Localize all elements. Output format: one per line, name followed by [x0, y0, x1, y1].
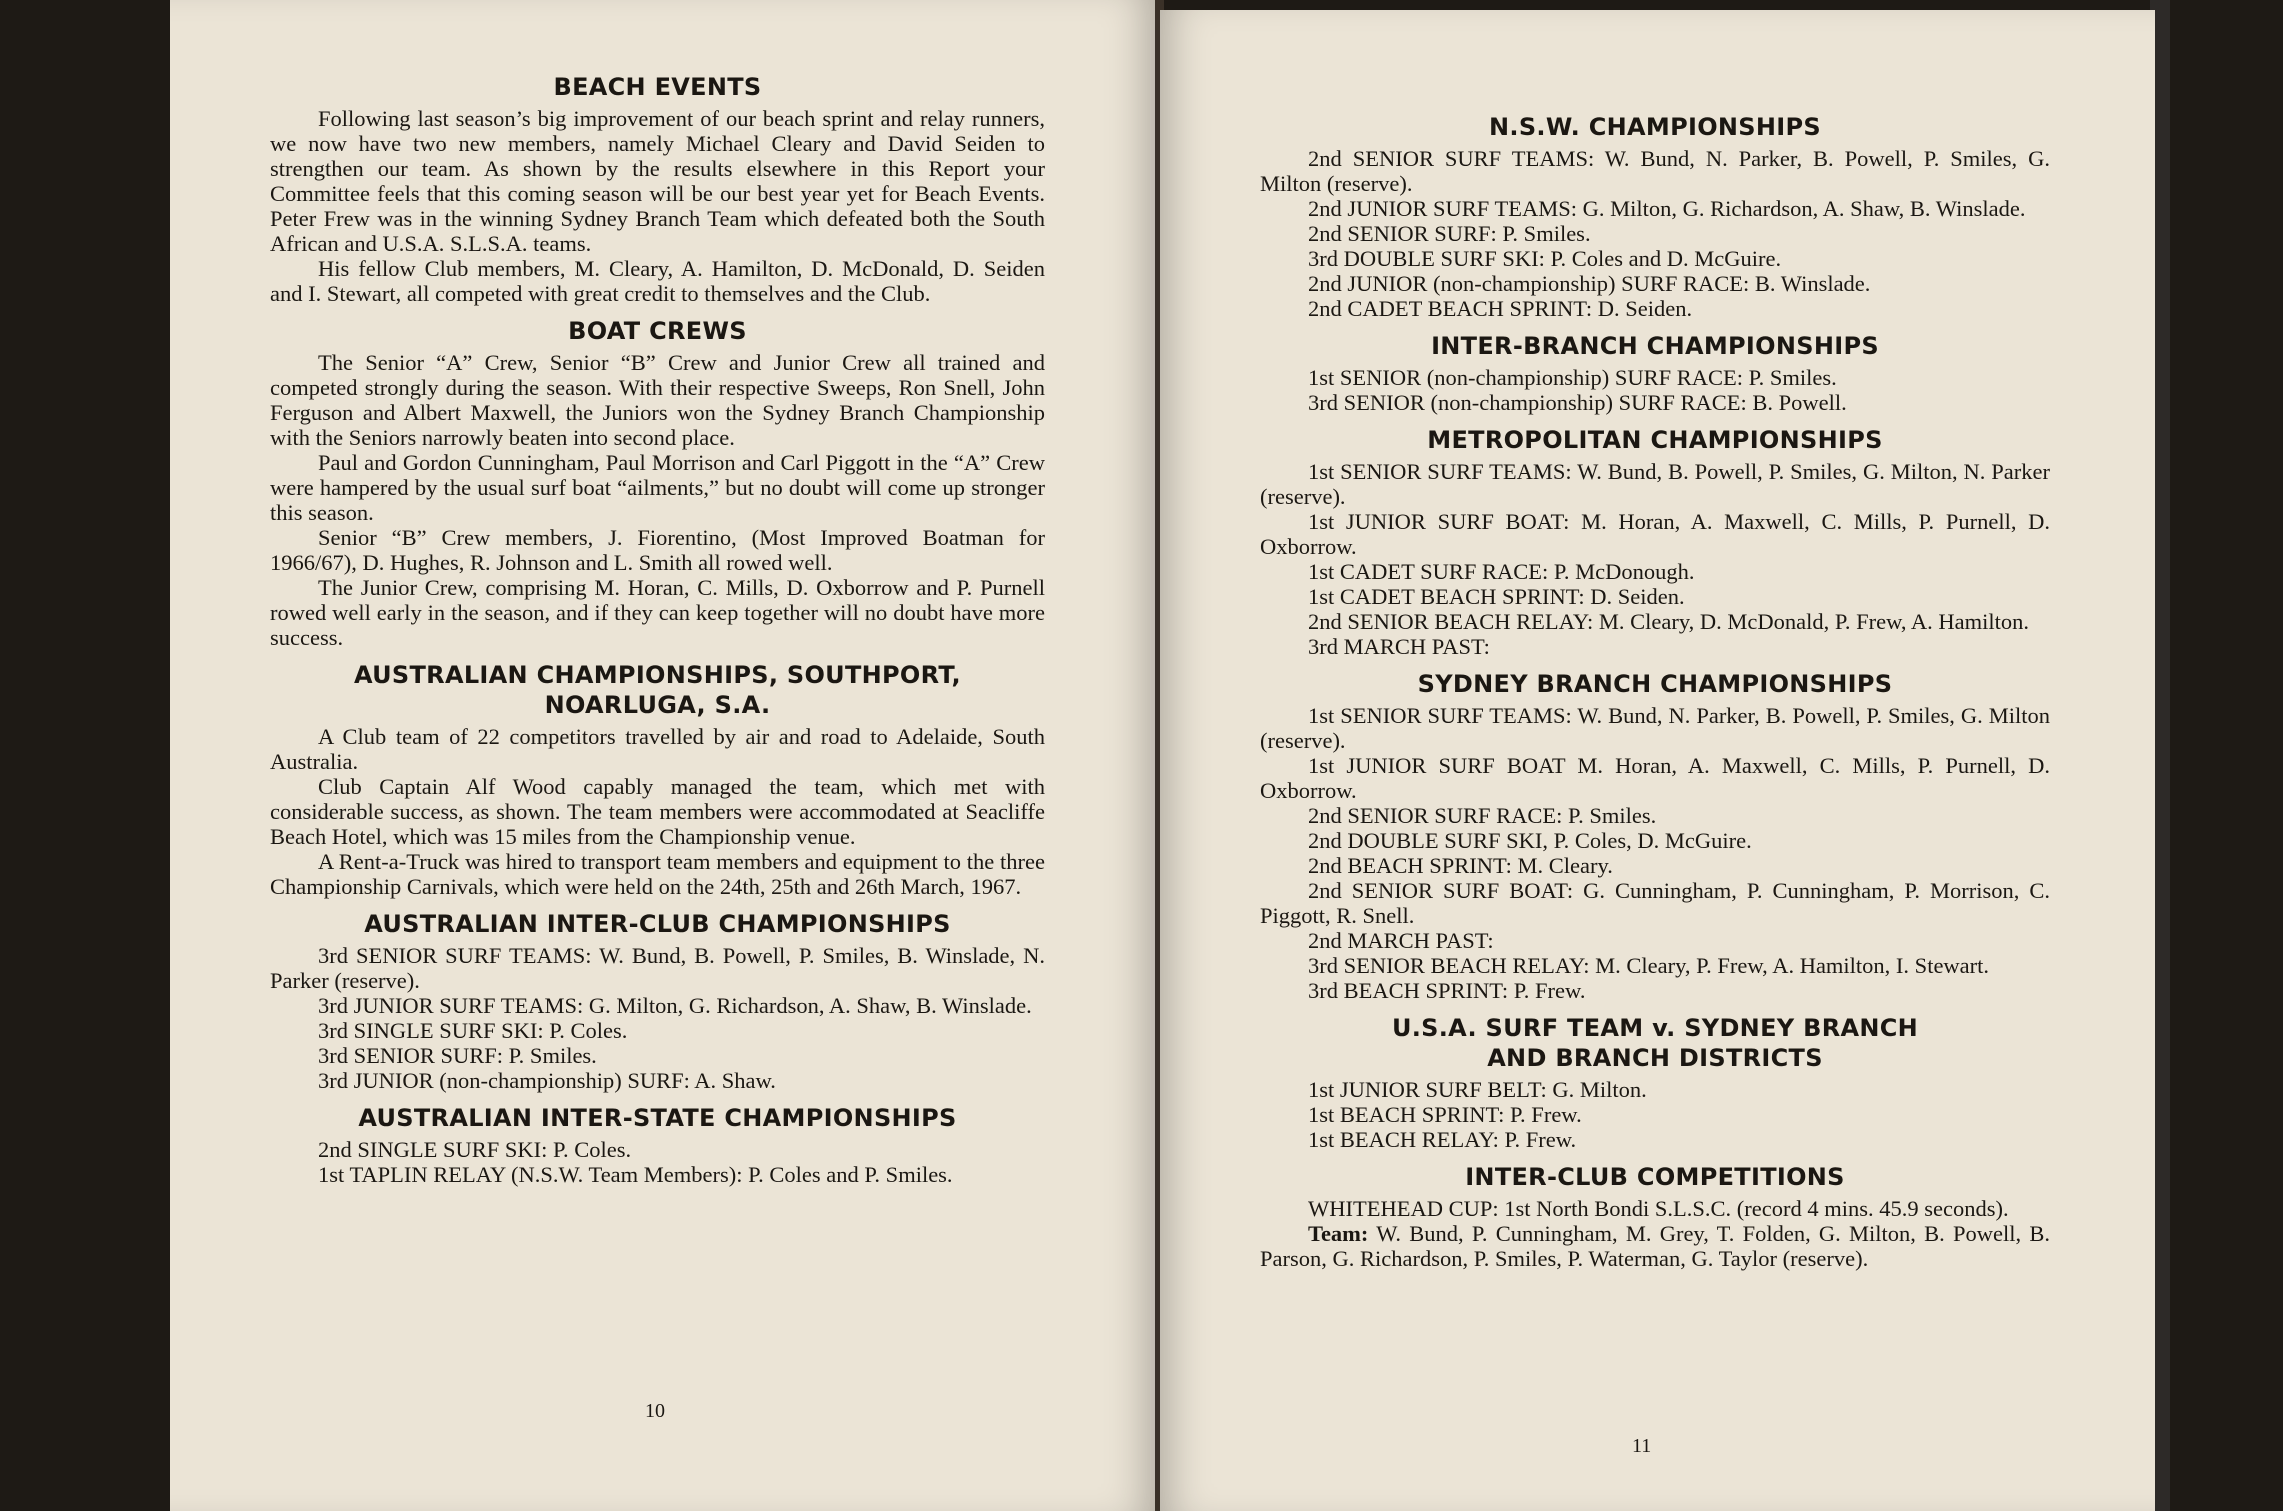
beach-events-heading: BEACH EVENTS: [553, 73, 762, 101]
inter-branch-section: [1260, 331, 2050, 415]
heading-line-2: NOARLUGA, S.A.: [544, 691, 771, 719]
result-line: 3rd SENIOR BEACH RELAY: M. Cleary, P. Frew, A. Hamilton, I. Stewart.: [1308, 953, 1990, 978]
australian-championships-paragraph-2: Club Captain Alf Wood capably managed the team, which met with considerable success, as shown. The team members were accommodated at Seacliffe Beach Hotel, which was 15 miles from the Championship venue.: [270, 774, 1045, 849]
right-page: [1160, 10, 2155, 1511]
result-line: 3rd SINGLE SURF SKI: P. Coles.: [318, 1018, 628, 1043]
result-line: WHITEHEAD CUP: 1st North Bondi S.L.S.C. (record 4 mins. 45.9 seconds).: [1308, 1196, 2009, 1221]
inter-club-section: [270, 909, 1045, 1093]
inter-state-heading: AUSTRALIAN INTER-STATE CHAMPIONSHIPS: [358, 1104, 957, 1132]
result-line: 2nd DOUBLE SURF SKI, P. Coles, D. McGuire.: [1308, 828, 1752, 853]
left-column: [270, 62, 1045, 1187]
result-line: 2nd SENIOR SURF RACE: P. Smiles.: [1308, 803, 1657, 828]
result-line: 2nd SINGLE SURF SKI: P. Coles.: [318, 1137, 632, 1162]
nsw-championships-heading: N.S.W. CHAMPIONSHIPS: [1489, 113, 1821, 141]
beach-events-paragraph-2: His fellow Club members, M. Cleary, A. Hamilton, D. McDonald, D. Seiden and I. Stewart, all competed with great credit to themselves and the Club.: [270, 256, 1045, 306]
usa-surf-team-heading: [1260, 1013, 2050, 1073]
australian-championships-paragraph-1: A Club team of 22 competitors travelled by air and road to Adelaide, South Australia.: [270, 724, 1045, 774]
inter-club-competitions-section: [1260, 1162, 2050, 1271]
result-line: 2nd SENIOR SURF TEAMS: W. Bund, N. Parker, B. Powell, P. Smiles, G. Milton (reserve).: [1260, 146, 2050, 196]
australian-championships-paragraph-3: A Rent-a-Truck was hired to transport team members and equipment to the three Championship Carnivals, which were held on the 24th, 25th and 26th March, 1967.: [270, 849, 1045, 899]
boat-crews-paragraph-1: The Senior “A” Crew, Senior “B” Crew and Junior Crew all trained and competed strongly during the season. With their respective Sweeps, Ron Snell, John Ferguson and Albert Maxwell, the Juniors won the Sydney Branch Championship with the Seniors narrowly beaten into second place.: [270, 350, 1045, 450]
result-line: 1st JUNIOR SURF BOAT: M. Horan, A. Maxwell, C. Mills, P. Purnell, D. Oxborrow.: [1260, 509, 2050, 559]
team-members: W. Bund, P. Cunningham, M. Grey, T. Folden, G. Milton, B. Powell, B. Parson, G. Richardson, P. Smiles, P. Waterman, G. Taylor (reserve).: [1260, 1221, 2050, 1271]
inter-club-heading: AUSTRALIAN INTER-CLUB CHAMPIONSHIPS: [364, 910, 951, 938]
inter-branch-heading: INTER-BRANCH CHAMPIONSHIPS: [1431, 332, 1879, 360]
result-line: 2nd JUNIOR (non-championship) SURF RACE: B. Winslade.: [1308, 271, 1871, 296]
boat-crews-paragraph-4: The Junior Crew, comprising M. Horan, C. Mills, D. Oxborrow and P. Purnell rowed well early in the season, and if they can keep together will no doubt have more success.: [270, 575, 1045, 650]
left-page: [170, 0, 1155, 1511]
result-line: 3rd JUNIOR SURF TEAMS: G. Milton, G. Richardson, A. Shaw, B. Winslade.: [318, 993, 1032, 1018]
australian-championships-section: [270, 660, 1045, 899]
boat-crews-section: [270, 316, 1045, 650]
australian-championships-heading: [270, 660, 1045, 720]
usa-surf-team-section: [1260, 1013, 2050, 1152]
result-line: 2nd BEACH SPRINT: M. Cleary.: [1308, 853, 1613, 878]
beach-events-paragraph-1: Following last season’s big improvement of our beach sprint and relay runners, we now have two new members, namely Michael Cleary and David Seiden to strengthen our team. As shown by the results elsewhere in this Report your Committee feels that this coming season will be our best year yet for Beach Events. Peter Frew was in the winning Sydney Branch Team which defeated both the South African and U.S.A. S.L.S.A. teams.: [270, 106, 1045, 256]
team-label: Team:: [1308, 1221, 1369, 1246]
heading-line-1: AUSTRALIAN CHAMPIONSHIPS, SOUTHPORT,: [354, 661, 961, 689]
metropolitan-heading: METROPOLITAN CHAMPIONSHIPS: [1427, 426, 1883, 454]
result-line: 3rd JUNIOR (non-championship) SURF: A. Shaw.: [318, 1068, 776, 1093]
result-line: 2nd CADET BEACH SPRINT: D. Seiden.: [1308, 296, 1693, 321]
page-number: 10: [645, 1400, 665, 1422]
metropolitan-section: [1260, 425, 2050, 659]
result-line: 1st SENIOR SURF TEAMS: W. Bund, N. Parker, B. Powell, P. Smiles, G. Milton (reserve).: [1260, 703, 2050, 753]
boat-crews-paragraph-2: Paul and Gordon Cunningham, Paul Morrison and Carl Piggott in the “A” Crew were hampered by the usual surf boat “ailments,” but no doubt will come up stronger this season.: [270, 450, 1045, 525]
heading-line-1: U.S.A. SURF TEAM v. SYDNEY BRANCH: [1391, 1014, 1919, 1042]
result-line: 1st JUNIOR SURF BOAT M. Horan, A. Maxwell, C. Mills, P. Purnell, D. Oxborrow.: [1260, 753, 2050, 803]
result-line: 1st BEACH RELAY: P. Frew.: [1308, 1127, 1577, 1152]
boat-crews-heading: BOAT CREWS: [568, 317, 747, 345]
result-line: 3rd BEACH SPRINT: P. Frew.: [1308, 978, 1586, 1003]
sydney-branch-section: [1260, 669, 2050, 1003]
result-line: 2nd MARCH PAST:: [1308, 928, 1494, 953]
team-line: [1260, 1221, 2050, 1271]
result-line: 1st BEACH SPRINT: P. Frew.: [1308, 1102, 1582, 1127]
page-number: 11: [1632, 1435, 1652, 1457]
result-line: 2nd SENIOR BEACH RELAY: M. Cleary, D. McDonald, P. Frew, A. Hamilton.: [1308, 609, 2030, 634]
result-line: 1st SENIOR SURF TEAMS: W. Bund, B. Powell, P. Smiles, G. Milton, N. Parker (reserve).: [1260, 459, 2050, 509]
result-line: 2nd JUNIOR SURF TEAMS: G. Milton, G. Richardson, A. Shaw, B. Winslade.: [1308, 196, 2026, 221]
result-line: 3rd SENIOR SURF: P. Smiles.: [318, 1043, 597, 1068]
result-line: 3rd DOUBLE SURF SKI: P. Coles and D. McGuire.: [1308, 246, 1782, 271]
result-line: 1st CADET SURF RACE: P. McDonough.: [1308, 559, 1695, 584]
boat-crews-paragraph-3: Senior “B” Crew members, J. Fiorentino, (Most Improved Boatman for 1966/67), D. Hughes, R. Johnson and L. Smith all rowed well.: [270, 525, 1045, 575]
inter-club-competitions-heading: INTER-CLUB COMPETITIONS: [1465, 1163, 1845, 1191]
result-line: 3rd SENIOR SURF TEAMS: W. Bund, B. Powell, P. Smiles, B. Winslade, N. Parker (reserve).: [270, 943, 1045, 993]
result-line: 1st CADET BEACH SPRINT: D. Seiden.: [1308, 584, 1685, 609]
result-line: 3rd MARCH PAST:: [1308, 634, 1490, 659]
result-line: 2nd SENIOR SURF BOAT: G. Cunningham, P. Cunningham, P. Morrison, C. Piggott, R. Snell.: [1260, 878, 2050, 928]
right-column: [1260, 102, 2050, 1271]
nsw-championships-section: [1260, 112, 2050, 321]
inter-state-section: [270, 1103, 1045, 1187]
result-line: 3rd SENIOR (non-championship) SURF RACE: B. Powell.: [1308, 390, 1847, 415]
result-line: 1st JUNIOR SURF BELT: G. Milton.: [1308, 1077, 1647, 1102]
heading-line-2: AND BRANCH DISTRICTS: [1487, 1044, 1823, 1072]
result-line: 1st SENIOR (non-championship) SURF RACE: P. Smiles.: [1308, 365, 1837, 390]
beach-events-section: [270, 72, 1045, 306]
result-line: 1st TAPLIN RELAY (N.S.W. Team Members): P. Coles and P. Smiles.: [318, 1162, 953, 1187]
sydney-branch-heading: SYDNEY BRANCH CHAMPIONSHIPS: [1417, 670, 1893, 698]
result-line: 2nd SENIOR SURF: P. Smiles.: [1308, 221, 1591, 246]
